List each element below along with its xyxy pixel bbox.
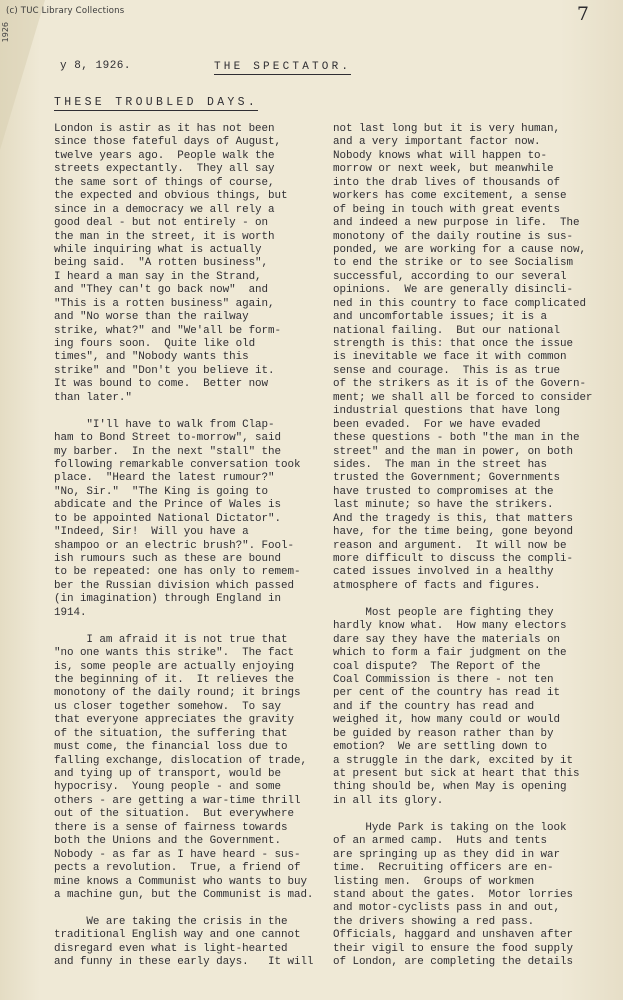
text-line: stand about the gates. Motor lorries — [333, 888, 573, 901]
text-line: of an armed camp. Huts and tents — [333, 835, 548, 848]
text-line: and motor-cyclists pass in and out, — [333, 902, 560, 915]
text-line: sides. The man in the street has — [333, 458, 548, 471]
text-line: been evaded. For we have evaded — [333, 418, 541, 431]
text-line: into the drab lives of thousands of — [333, 176, 560, 189]
text-line: out of the situation. But everywhere — [54, 808, 294, 821]
issue-date: y 8, 1926. — [60, 60, 132, 72]
text-line: us closer together somehow. To say — [54, 700, 281, 713]
text-line: It was bound to come. Better now — [54, 378, 269, 391]
text-line: ing fours soon. Quite like old — [54, 338, 256, 350]
copyright-notice: (c) TUC Library Collections — [6, 6, 125, 16]
text-line: ish rumours such as these are bound — [54, 553, 281, 565]
text-line: "This is a rotten business" again, — [54, 297, 275, 310]
text-line: that everyone appreciates the gravity — [54, 714, 294, 727]
text-line: street" and the man in power, on both — [333, 445, 573, 458]
text-line: ber the Russian division which passed — [54, 579, 294, 592]
text-line: to be appointed National Dictator". — [54, 512, 281, 525]
text-line: traditional English way and one cannot — [54, 929, 301, 942]
text-line: mine knows a Communist who wants to buy — [54, 875, 307, 888]
text-line: and indeed a new purpose in life. The — [333, 217, 580, 230]
text-line: a machine gun, but the Communist is mad. — [54, 888, 314, 901]
text-line: workers has come excitement, a sense — [333, 190, 567, 203]
text-line: pects a revolution. True, a friend of — [54, 862, 301, 875]
text-line: abdicate and the Prince of Wales is — [54, 499, 281, 512]
text-line: trusted the Government; Governments — [333, 472, 560, 485]
text-line: monotony of the daily routine is sus- — [333, 230, 573, 243]
text-line: and uncomfortable issues; it is a — [333, 311, 548, 324]
text-line: following remarkable conversation took — [54, 458, 301, 471]
text-line: my barber. In the next "stall" the — [54, 445, 281, 458]
text-line: listing men. Groups of workmen — [333, 875, 535, 888]
text-line — [333, 808, 592, 821]
text-line: while inquiring what is actually — [54, 243, 262, 256]
text-line: have trusted to compromises at the — [333, 485, 554, 498]
text-line: be guided by reason rather than by — [333, 727, 554, 740]
text-line: streets expectantly. They all say — [54, 163, 275, 176]
text-line: at present but sick at heart that this — [333, 768, 580, 780]
text-line: ned in this country to face complicated — [333, 297, 586, 310]
text-line: weighed it, how many could or would — [333, 714, 560, 727]
text-line: monotony of the daily round; it brings — [54, 687, 301, 700]
text-line: the same sort of things of course, — [54, 176, 275, 189]
text-line: since in a democracy we all rely a — [54, 203, 275, 216]
text-line: hardly know what. How many electors — [333, 620, 567, 633]
text-line: and tying up of transport, would be — [54, 768, 281, 780]
page-number: 7 — [576, 3, 589, 25]
text-line: in all its glory. — [333, 794, 444, 807]
text-line: the drivers showing a red pass. — [333, 915, 535, 928]
text-line: hypocrisy. Young people - and some — [54, 781, 281, 794]
text-line: Nobody knows what will happen to- — [333, 149, 548, 162]
text-line: of being in touch with great events — [333, 203, 560, 216]
text-line: "no one wants this strike". The fact — [54, 647, 294, 660]
text-line: strike, what?" and "We'all be form- — [54, 324, 281, 337]
text-line — [54, 405, 313, 418]
text-line: which to form a fair judgment on the — [333, 647, 567, 660]
article-title: THESE TROUBLED DAYS. — [54, 96, 259, 109]
text-line: "I'll have to walk from Clap- — [54, 418, 275, 431]
text-line: disregard even what is light-hearted — [54, 942, 288, 955]
text-line: are springing up as they did in war — [333, 848, 560, 861]
text-line — [54, 902, 313, 915]
text-line: national failing. But our national — [333, 324, 560, 337]
text-line: since those fateful days of August, — [54, 136, 281, 149]
text-line: have, for the time being, gone beyond — [333, 526, 573, 539]
text-line: the expected and obvious things, but — [54, 190, 288, 203]
text-line: being said. "A rotten business", — [54, 257, 269, 270]
text-line: coal dispute? The Report of the — [333, 660, 541, 673]
left-text-column — [54, 123, 313, 970]
text-line: atmosphere of facts and figures. — [333, 579, 541, 592]
text-line: reason and argument. It will now be — [333, 539, 567, 552]
text-line: the beginning of it. It relieves the — [54, 673, 294, 686]
text-line: not last long but it is very human, — [333, 123, 560, 135]
publication-masthead: THE SPECTATOR. — [214, 61, 352, 73]
text-line: sense and courage. This is as true — [333, 364, 560, 377]
text-line: 1914. — [54, 606, 87, 619]
text-line: there is a sense of fairness towards — [54, 821, 288, 834]
text-line: both the Unions and the Government. — [54, 835, 281, 848]
text-line: "Indeed, Sir! Will you have a — [54, 526, 249, 539]
text-line: is inevitable we face it with common — [333, 351, 567, 364]
text-line: than later." — [54, 391, 132, 404]
text-line: of the situation, the suffering that — [54, 727, 288, 740]
text-line: and "They can't go back now" and — [54, 284, 269, 297]
text-line: cated issues involved in a healthy — [333, 566, 554, 579]
text-line: successful, according to our several — [333, 270, 567, 283]
text-line: times", and "Nobody wants this — [54, 351, 249, 364]
text-line: to end the strike or to see Socialism — [333, 257, 573, 270]
text-line: time. Recruiting officers are en- — [333, 862, 554, 875]
text-line: strike" and "Don't you believe it. — [54, 364, 275, 377]
text-line: opinions. We are generally disincli- — [333, 284, 573, 297]
text-line: shampoo or an electric brush?". Fool- — [54, 539, 294, 552]
text-line: ment; we shall all be forced to consider — [333, 391, 593, 404]
text-line: I heard a man say in the Strand, — [54, 270, 262, 283]
text-line: emotion? We are settling down to — [333, 741, 548, 754]
text-line: the man in the street, it is worth — [54, 230, 275, 243]
text-line: last minute; so have the strikers. — [333, 499, 554, 512]
text-line: London is astir as it has not been — [54, 123, 275, 135]
text-line: good deal - but not entirely - on — [54, 217, 269, 230]
text-line: Most people are fighting they — [333, 606, 554, 619]
text-line: strength is this: that once the issue — [333, 338, 573, 350]
margin-year-mark: 1926 — [1, 22, 10, 43]
text-line: dare say they have the materials on — [333, 633, 560, 646]
text-line: (in imagination) through England in — [54, 593, 281, 606]
text-line: industrial questions that have long — [333, 405, 560, 418]
text-line: I am afraid it is not true that — [54, 633, 288, 646]
text-line: others - are getting a war-time thrill — [54, 794, 301, 807]
text-line: morrow or next week, but meanwhile — [333, 163, 554, 176]
text-line — [54, 620, 313, 633]
text-line: place. "Heard the latest rumour?" — [54, 472, 275, 485]
text-line: of the strikers as it is of the Govern- — [333, 378, 586, 391]
text-line: and a very important factor now. — [333, 136, 541, 149]
text-line: these questions - both "the man in the — [333, 432, 580, 445]
right-text-column — [333, 123, 592, 970]
text-line: their vigil to ensure the food supply — [333, 942, 573, 955]
text-line: ham to Bond Street to-morrow", said — [54, 432, 281, 445]
text-line: Coal Commission is there - not ten — [333, 673, 554, 686]
text-line: and funny in these early days. It will — [54, 956, 314, 969]
text-line: a struggle in the dark, excited by it — [333, 754, 573, 767]
text-line: Hyde Park is taking on the look — [333, 821, 567, 834]
text-line — [333, 593, 592, 606]
text-line: is, some people are actually enjoying — [54, 660, 294, 673]
text-line: falling exchange, dislocation of trade, — [54, 754, 307, 767]
text-line: ponded, we are working for a cause now, — [333, 243, 586, 256]
text-line: Officials, haggard and unshaven after — [333, 929, 573, 942]
text-line: must come, the financial loss due to — [54, 741, 288, 754]
text-line: and "No worse than the railway — [54, 311, 249, 324]
text-line: Nobody - as far as I have heard - sus- — [54, 848, 301, 861]
text-line: "No, Sir." "The King is going to — [54, 485, 269, 498]
text-line: We are taking the crisis in the — [54, 915, 288, 928]
text-line: and if the country has read and — [333, 700, 535, 713]
text-line: per cent of the country has read it — [333, 687, 560, 700]
text-line: more difficult to discuss the compli- — [333, 553, 573, 565]
text-line: thing should be, when May is opening — [333, 781, 567, 794]
text-line: to be repeated: one has only to remem- — [54, 566, 301, 579]
text-line: of London, are completing the details — [333, 956, 573, 969]
text-line: twelve years ago. People walk the — [54, 149, 275, 162]
text-line: And the tragedy is this, that matters — [333, 512, 573, 525]
